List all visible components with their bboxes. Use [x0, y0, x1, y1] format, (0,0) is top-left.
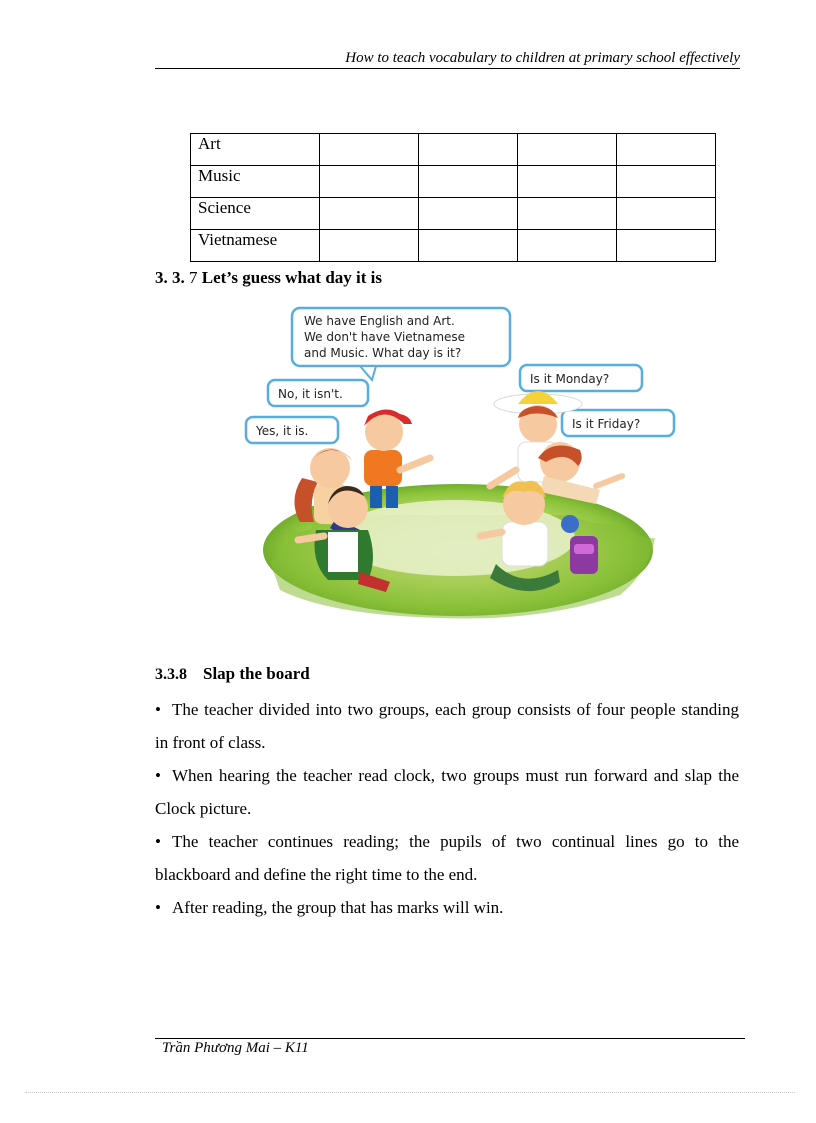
- speech-bubble-yes: [246, 417, 338, 443]
- table-cell: [320, 166, 419, 198]
- table-row: [191, 198, 716, 230]
- table-cell: [518, 198, 617, 230]
- footer-rule: [155, 1038, 745, 1039]
- children-guessing-illustration: [240, 300, 690, 625]
- table-row: [191, 166, 716, 198]
- speech-bubble-no: [268, 380, 368, 406]
- table-cell: [419, 230, 518, 262]
- list-item: • The teacher divided into two groups, each group consists of four people standing in front of class.: [155, 693, 739, 759]
- speech-bubble-main: [292, 308, 510, 380]
- table-cell: [419, 166, 518, 198]
- table-cell: [617, 230, 716, 262]
- svg-text:Is it Monday?: Is it Monday?: [530, 372, 610, 386]
- table-cell: [518, 230, 617, 262]
- header-rule: [155, 68, 740, 69]
- timetable-table: [190, 133, 716, 262]
- list-item: • The teacher continues reading; the pupils of two continual lines go to the blackboard and define the right time to the end.: [155, 825, 739, 891]
- table-cell: [419, 134, 518, 166]
- bullet-list: [155, 693, 739, 924]
- backpack: [570, 536, 598, 574]
- table-cell: [617, 166, 716, 198]
- table-cell: [320, 230, 419, 262]
- running-header: How to teach vocabulary to children at primary school effectively: [345, 50, 740, 66]
- table-cell-subject: Vietnamese: [191, 230, 320, 262]
- speech-bubble-friday: [562, 410, 674, 436]
- section-title: Slap the board: [203, 664, 310, 683]
- table-cell: [419, 198, 518, 230]
- table-cell: [617, 198, 716, 230]
- section-heading-3-3-8: [155, 664, 310, 684]
- section-title: Let’s guess what day it is: [201, 268, 382, 287]
- table-cell-subject: Science: [191, 198, 320, 230]
- table-cell-subject: Music: [191, 166, 320, 198]
- svg-text:Yes, it is.: Yes, it is.: [256, 424, 309, 438]
- section-number: 3.3.8: [155, 666, 187, 683]
- table-row: [191, 134, 716, 166]
- page-bottom-border: [25, 1092, 795, 1093]
- table-cell: [518, 134, 617, 166]
- table-cell: [320, 198, 419, 230]
- list-item: • After reading, the group that has marks will win.: [155, 891, 739, 924]
- svg-text:We don't have Vietnamese: We don't have Vietnamese: [304, 330, 466, 344]
- footer-author: Trần Phương Mai – K11: [162, 1040, 309, 1056]
- table-cell: [617, 134, 716, 166]
- table-cell: [320, 134, 419, 166]
- table-cell-subject: Art: [191, 134, 320, 166]
- section-heading-3-3-7: [155, 268, 382, 288]
- bullet-icon: •: [155, 832, 161, 851]
- section-number-sub: 7: [189, 268, 198, 287]
- list-item: • When hearing the teacher read clock, two groups must run forward and slap the Clock picture.: [155, 759, 739, 825]
- svg-text:Is it Friday?: Is it Friday?: [572, 417, 641, 431]
- bullet-icon: •: [155, 766, 161, 785]
- svg-text:and Music. What day is it?: and Music. What day is it?: [304, 346, 462, 360]
- section-number: 3. 3.: [155, 268, 185, 287]
- svg-text:No, it isn't.: No, it isn't.: [278, 387, 343, 401]
- svg-text:We have English and Art.: We have English and Art.: [304, 314, 455, 328]
- table-row: [191, 230, 716, 262]
- bullet-icon: •: [155, 898, 161, 917]
- speech-bubble-monday: [520, 365, 642, 391]
- table-cell: [518, 166, 617, 198]
- bullet-icon: •: [155, 700, 161, 719]
